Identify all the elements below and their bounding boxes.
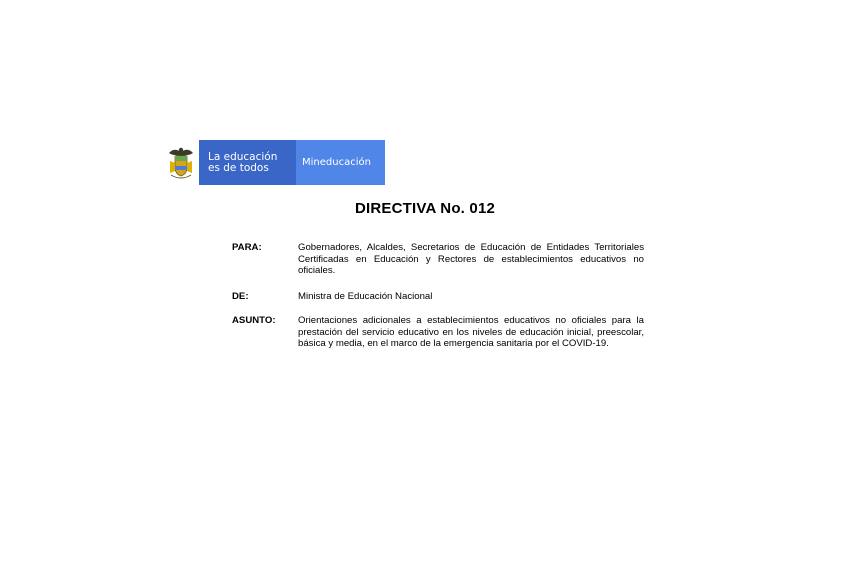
field-value: Ministra de Educación Nacional bbox=[298, 291, 433, 302]
field-asunto bbox=[232, 315, 644, 350]
coat-of-arms-icon bbox=[163, 140, 199, 185]
field-de bbox=[232, 291, 644, 303]
field-label: DE: bbox=[232, 291, 249, 302]
document-title: DIRECTIVA No. 012 bbox=[354, 200, 496, 217]
ministry-header bbox=[163, 140, 385, 185]
ministry-name-logo bbox=[296, 140, 385, 185]
field-label: PARA: bbox=[232, 242, 262, 253]
slogan-logo bbox=[199, 140, 296, 185]
ministry-name: Mineducación bbox=[302, 157, 371, 168]
field-value: Orientaciones adicionales a establecimientos educativos no oficiales para la prestación del servicio educativo en los niveles de educación inicial, preescolar, básica y media, en el marco de la emergencia sanitaria por el COVID-19. bbox=[298, 315, 644, 349]
field-value: Gobernadores, Alcaldes, Secretarios de Educación de Entidades Territoriales Certificadas en Educación y Rectores de establecimientos educativos no oficiales. bbox=[298, 242, 644, 276]
field-para bbox=[232, 242, 644, 277]
slogan-line2: es de todos bbox=[208, 161, 269, 174]
field-label: ASUNTO: bbox=[232, 315, 276, 326]
slogan-line1: La educación bbox=[208, 150, 278, 163]
